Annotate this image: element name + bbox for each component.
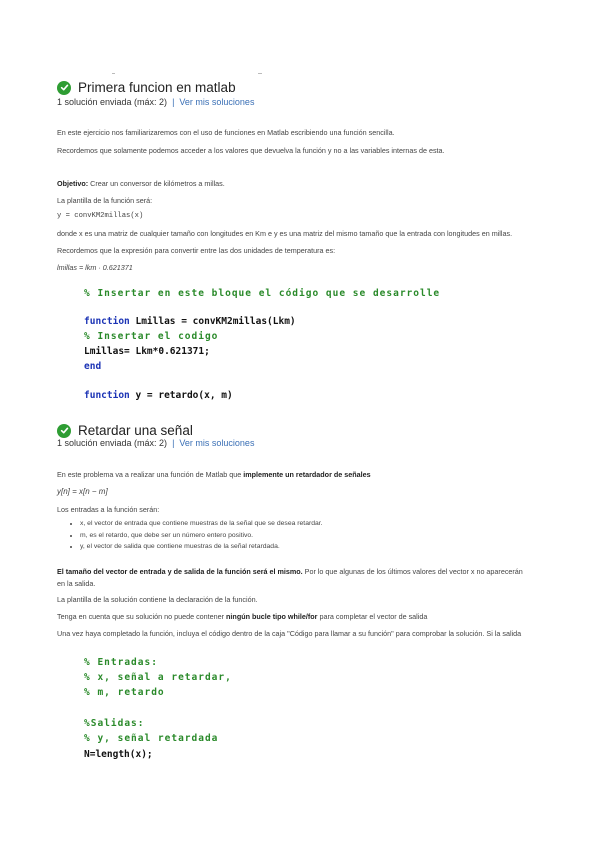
- equation: y[n] = x[n − m]: [57, 487, 108, 496]
- paragraph: Una vez haya completado la función, incluya el código dentro de la caja "Código para llamar a su función" para comprobar la solución. Si la salida: [57, 629, 522, 638]
- code-line: N=length(x);: [84, 749, 153, 760]
- code-comment: % m, retardo: [84, 687, 165, 698]
- code-comment: % Insertar el codigo: [84, 331, 219, 342]
- submission-count: 1 solución enviada (máx: 2): [57, 438, 168, 448]
- list-item: • y, el vector de salida que contiene muestras de la señal retardada.: [80, 543, 323, 550]
- problem-title-row: [57, 80, 236, 95]
- header-fragment: [112, 73, 115, 74]
- paragraph: Recordemos que solamente podemos acceder a los valores que devuelva la función y no a las variables internas de esta.: [57, 146, 445, 155]
- paragraph: Tenga en cuenta que su solución no puede contener ningún bucle tipo while/for para completar el vector de salida: [57, 612, 428, 621]
- problem-title: Primera funcion en matlab: [78, 80, 236, 95]
- code-comment: % Insertar en este bloque el código que se desarrolle: [84, 288, 441, 299]
- code-comment: % x, señal a retardar,: [84, 672, 232, 683]
- list-item: • m, es el retardo, que debe ser un número entero positivo.: [80, 532, 323, 539]
- paragraph: La plantilla de la solución contiene la declaración de la función.: [57, 595, 258, 604]
- paragraph: La plantilla de la función será:: [57, 196, 153, 205]
- paragraph: En este problema va a realizar una función de Matlab que implemente un retardador de señales: [57, 470, 371, 479]
- header-fragment: [258, 73, 262, 74]
- objective-paragraph: Objetivo: Crear un conversor de kilómetros a millas.: [57, 179, 225, 188]
- problem-title-row: [57, 423, 193, 438]
- paragraph: El tamaño del vector de entrada y de salida de la función será el mismo. Por lo que algunas de los últimos valores del vector x no aparecerán: [57, 567, 523, 576]
- code-line: function Lmillas = convKM2millas(Lkm): [84, 316, 296, 327]
- view-solutions-link[interactable]: Ver mis soluciones: [179, 438, 255, 448]
- paragraph: Recordemos que la expresión para convertir entre las dos unidades de temperatura es:: [57, 246, 336, 255]
- formula: lmillas = lkm · 0.621371: [57, 263, 133, 272]
- problem-title: Retardar una señal: [78, 423, 193, 438]
- code-comment: % y, señal retardada: [84, 733, 219, 744]
- code-keyword: end: [84, 361, 102, 372]
- code-line: function y = retardo(x, m): [84, 390, 233, 401]
- paragraph: En este ejercicio nos familiarizaremos con el uso de funciones en Matlab escribiendo una función sencilla.: [57, 128, 395, 137]
- submission-count: 1 solución enviada (máx: 2): [57, 97, 168, 107]
- function-signature: y = convKM2millas(x): [57, 212, 144, 220]
- inputs-list: [72, 520, 323, 555]
- code-line: Lmillas= Lkm*0.621371;: [84, 346, 210, 357]
- paragraph: Los entradas a la función serán:: [57, 505, 160, 514]
- list-item: • x, el vector de entrada que contiene muestras de la señal que se desea retardar.: [80, 520, 323, 527]
- code-comment: %Salidas:: [84, 718, 145, 729]
- check-circle-icon: [57, 81, 71, 95]
- code-comment: % Entradas:: [84, 657, 158, 668]
- submission-meta: 1 solución enviada (máx: 2) | Ver mis soluciones: [57, 438, 255, 448]
- check-circle-icon: [57, 424, 71, 438]
- paragraph: en la salida.: [57, 579, 96, 588]
- view-solutions-link[interactable]: Ver mis soluciones: [179, 97, 255, 107]
- submission-meta: 1 solución enviada (máx: 2) | Ver mis soluciones: [57, 97, 255, 107]
- paragraph: donde x es una matriz de cualquier tamaño con longitudes en Km e y es una matriz del mismo tamaño que la entrada con longitudes en millas.: [57, 229, 513, 238]
